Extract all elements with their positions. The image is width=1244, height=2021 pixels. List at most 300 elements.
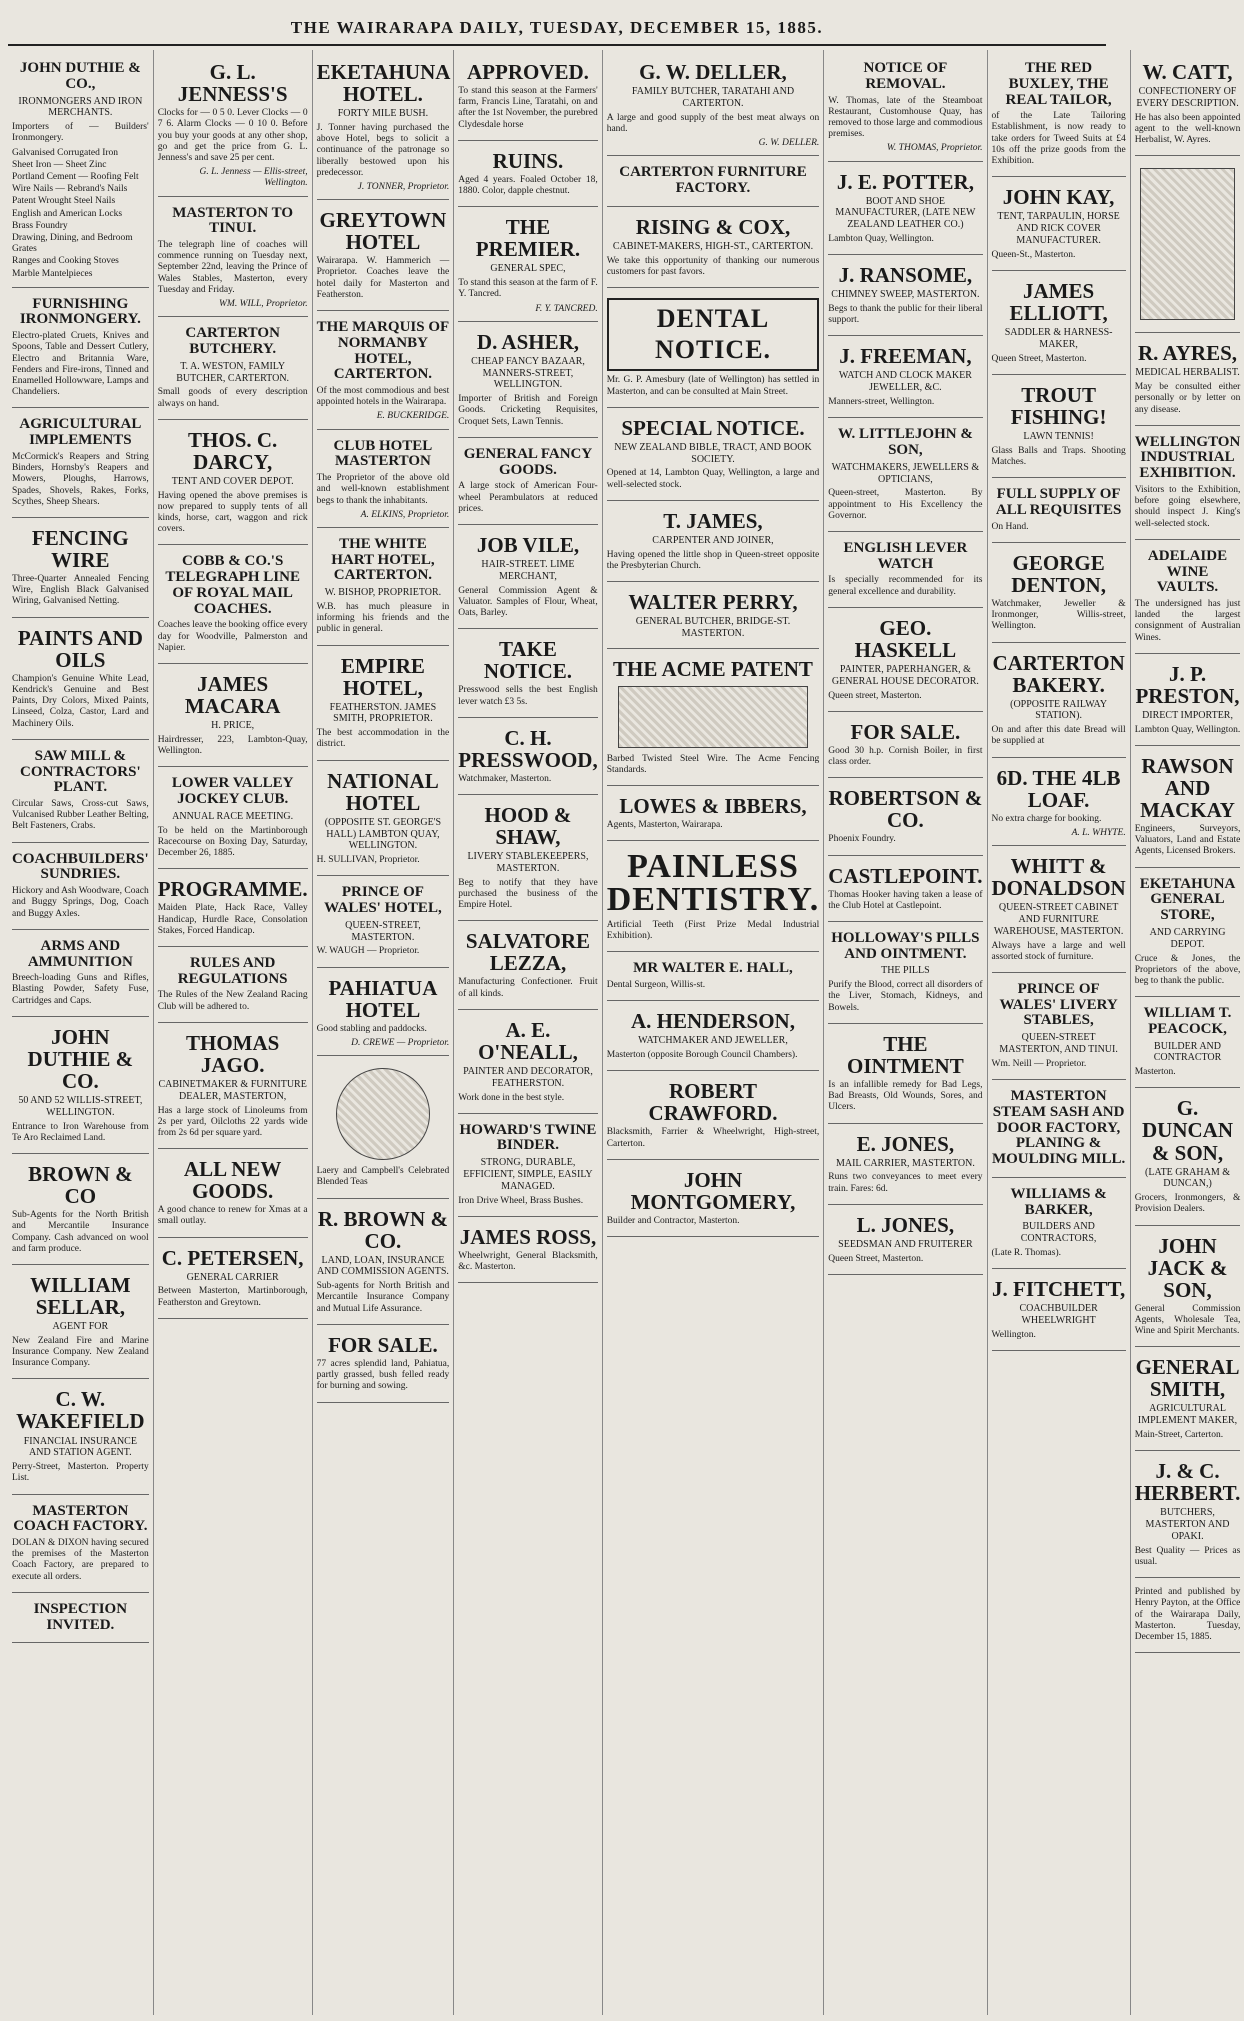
- advertisement: [1135, 1451, 1241, 1578]
- ad-subheading: BOOT AND SHOE MANUFACTURER, (LATE NEW ZEALAND LEATHER CO.): [835, 195, 976, 231]
- list-item: English and American Locks: [12, 208, 123, 219]
- ad-heading: HOLLOWAY'S PILLS AND OINTMENT.: [831, 929, 980, 962]
- advertisement: [158, 197, 308, 318]
- advertisement: [158, 767, 308, 869]
- ad-subheading: WATCHMAKER AND JEWELLER,: [638, 1035, 788, 1047]
- ad-subheading: TENT AND COVER DEPOT.: [171, 475, 294, 487]
- ad-heading: DENTAL NOTICE.: [607, 298, 820, 371]
- column-7: [988, 50, 1131, 2015]
- ad-body: W. WAUGH — Proprietor.: [316, 946, 420, 957]
- ad-body: Is an infallible remedy for Bad Legs, Bad Breasts, Old Wounds, Sores, and Ulcers.: [828, 1079, 983, 1113]
- advertisement: [458, 52, 597, 141]
- advertisement: [828, 336, 982, 418]
- ad-heading: T. JAMES,: [663, 508, 763, 533]
- ad-heading: L. JONES,: [856, 1212, 955, 1237]
- ad-subheading: QUEEN-STREET, MASTERTON.: [345, 919, 421, 943]
- advertisement: [317, 876, 450, 967]
- advertisement: [458, 1114, 597, 1217]
- list-item: Brass Foundry: [12, 220, 68, 231]
- advertisement: [158, 947, 308, 1023]
- ad-subheading: QUEEN-STREET MASTERTON, AND TINUI.: [999, 1032, 1118, 1056]
- advertisement: [458, 525, 597, 629]
- ad-body: Printed and published by Henry Payton, at the Office of the Wairarapa Daily, Masterton. Tuesday, December 15, 1885.: [1134, 1587, 1241, 1642]
- ad-subheading: (LATE GRAHAM & DUNCAN,): [1145, 1166, 1231, 1190]
- advertisement: [317, 200, 450, 311]
- advertisement: [992, 643, 1126, 758]
- ad-heading: J. FREEMAN,: [839, 344, 972, 369]
- ad-heading: W. CATT,: [1142, 60, 1233, 84]
- ad-body: Hairdresser, 223, Lambton-Quay, Wellington.: [157, 734, 308, 757]
- column-8: [1131, 50, 1244, 2015]
- ad-body: Having opened the above premises is now prepared to supply tents of all kinds, horse, cart, waggon and rick covers.: [157, 490, 308, 535]
- ad-subheading: 50 AND 52 WILLIS-STREET, WELLINGTON.: [18, 1095, 143, 1118]
- ad-body: A large stock of American Four-wheel Perambulators at reduced prices.: [458, 481, 598, 514]
- ad-subheading: BUILDERS AND CONTRACTORS,: [1020, 1221, 1097, 1245]
- ad-body: Queen street, Masterton.: [828, 690, 922, 701]
- ad-heading: RAWSON AND MACKAY: [1140, 753, 1235, 823]
- ad-heading: A. HENDERSON,: [631, 1009, 795, 1034]
- advertisement: [158, 1023, 308, 1149]
- advertisement: [1135, 1578, 1241, 1653]
- advertisement: [992, 1178, 1126, 1269]
- advertisement: [828, 1024, 982, 1124]
- advertisement: [828, 922, 982, 1024]
- ad-heading: COACHBUILDERS' SUNDRIES.: [12, 850, 149, 883]
- advertisement: [607, 408, 820, 501]
- ad-heading: J. FITCHETT,: [992, 1277, 1126, 1302]
- ad-heading: JOHN JACK & SON,: [1147, 1233, 1228, 1302]
- ad-heading: ENGLISH LEVER WATCH: [843, 539, 968, 572]
- ad-body: Agents, Masterton, Wairarapa.: [606, 820, 723, 831]
- ad-signature: W. THOMAS, Proprietor.: [886, 143, 983, 154]
- ad-heading: MASTERTON TO TINUI.: [172, 204, 294, 237]
- advertisement: [1135, 746, 1241, 868]
- ad-subheading: FINANCIAL INSURANCE AND STATION AGENT.: [23, 1435, 137, 1459]
- advertisement: [607, 1160, 820, 1237]
- ad-item-list: [12, 148, 149, 280]
- ad-heading: W. LITTLEJOHN & SON,: [837, 426, 973, 458]
- ad-body: To be held on the Martinborough Racecourse on Boxing Day, Saturday, December 26, 1885.: [157, 825, 308, 859]
- ad-heading: THE WHITE HART HOTEL, CARTERTON.: [331, 535, 435, 584]
- advertisement: [992, 375, 1126, 478]
- ad-body: Maiden Plate, Hack Race, Valley Handicap, Hurdle Race, Consolation Stakes, Forced Handicap.: [157, 903, 308, 936]
- ad-heading: GEO. HASKELL: [854, 615, 957, 662]
- list-item: Portland Cement — Roofing Felt: [12, 171, 139, 182]
- ad-heading: APPROVED.: [467, 60, 589, 84]
- ad-heading: TROUT FISHING!: [1010, 382, 1107, 429]
- advertisement: [317, 52, 450, 200]
- ad-heading: SALVATORE LEZZA,: [465, 929, 591, 976]
- ad-body: The telegraph line of coaches will commence running on Tuesday next, September 22nd, leaving the Prince of Wales Stables, Masterton, every Tuesday and Friday.: [157, 240, 308, 295]
- advertisement: [158, 420, 308, 546]
- advertisement: [1135, 156, 1241, 333]
- ad-signature: E. BUCKERIDGE.: [376, 411, 450, 422]
- ad-body: He has also been appointed agent to the well-known Herbalist, W. Ayres.: [1134, 112, 1241, 146]
- ad-heading: WELLINGTON INDUSTRIAL EXHIBITION.: [1134, 433, 1241, 482]
- ad-heading: JOHN KAY,: [1002, 185, 1115, 210]
- advertisement: [1135, 333, 1241, 425]
- ad-subheading: LAND, LOAN, INSURANCE AND COMMISSION AGENTS.: [316, 1254, 449, 1278]
- advertisement: [158, 1149, 308, 1238]
- ad-body: A good chance to renew for Xmas at a small outlay.: [157, 1205, 308, 1227]
- ad-heading: RULES AND REGULATIONS: [177, 954, 288, 987]
- advertisement: [458, 322, 597, 438]
- ad-subheading: AGENT FOR: [52, 1321, 109, 1332]
- ad-body: Aged 4 years. Foaled October 18, 1880. Color, dapple chestnut.: [458, 174, 598, 197]
- ad-body: Runs two conveyances to meet every train. Fares: 6d.: [828, 1172, 983, 1194]
- ad-signature: G. L. Jenness — Ellis-street, Wellington.: [199, 167, 308, 189]
- ad-heading: C. H. PRESSWOOD,: [458, 725, 598, 772]
- ad-body: Manufacturing Confectioner. Fruit of all kinds.: [458, 977, 598, 999]
- ad-heading: MR WALTER E. HALL,: [633, 960, 793, 977]
- advertisement: [12, 618, 149, 740]
- ad-subheading: MAIL CARRIER, MASTERTON.: [835, 1157, 975, 1169]
- ad-heading: THOMAS JAGO.: [185, 1030, 280, 1077]
- advertisement: [317, 1325, 450, 1403]
- ad-heading: ARMS AND AMMUNITION: [27, 937, 133, 970]
- ad-heading: J. E. POTTER,: [836, 169, 974, 194]
- ad-body: Always have a large and well assorted stock of furniture.: [991, 940, 1126, 962]
- ad-heading: LOWES & IBBERS,: [619, 794, 807, 819]
- advertisement: [12, 930, 149, 1017]
- ad-heading: THE RED BUXLEY, THE REAL TAILOR,: [1005, 60, 1112, 108]
- ad-heading: INSPECTION INVITED.: [33, 1600, 128, 1633]
- ad-body: Thomas Hooker having taken a lease of the Club Hotel at Castlepoint.: [828, 889, 983, 911]
- advertisement: [1135, 654, 1241, 746]
- list-item: Ranges and Cooking Stoves: [12, 256, 119, 267]
- advertisement: [317, 1056, 450, 1198]
- advertisement: [992, 271, 1126, 375]
- ad-heading: JOHN DUTHIE & CO.: [27, 1024, 134, 1093]
- ad-subheading: TENT, TARPAULIN, HORSE AND RICK COVER MANUFACTURER.: [997, 211, 1120, 246]
- ad-heading: R. AYRES,: [1138, 341, 1238, 366]
- ad-heading: JOB VILE,: [476, 532, 580, 557]
- ad-subheading: GENERAL BUTCHER, BRIDGE-ST. MASTERTON.: [635, 616, 791, 639]
- ad-subheading: QUEEN-STREET CABINET AND FURNITURE WAREHOUSE, MASTERTON.: [993, 902, 1124, 937]
- advertisement: [992, 846, 1126, 973]
- ad-body: Of the most commodious and best appointed hotels in the Wairarapa.: [316, 386, 450, 408]
- masthead-rule: [8, 44, 1106, 46]
- advertisement: [828, 418, 982, 532]
- ad-heading: MASTERTON STEAM SASH AND DOOR FACTORY, PLANING & MOULDING MILL.: [991, 1088, 1126, 1168]
- ad-heading: PAINTS AND OILS: [17, 625, 143, 672]
- ad-signature: A. ELKINS, Proprietor.: [360, 509, 450, 520]
- ad-heading: WILLIAM T. PEACOCK,: [1143, 1005, 1232, 1037]
- column-6: [824, 50, 987, 2015]
- ad-subheading: FEATHERSTON. JAMES SMITH, PROPRIETOR.: [329, 701, 437, 725]
- ad-signature: D. CREWE — Proprietor.: [351, 1037, 450, 1048]
- advertisement: [828, 778, 982, 855]
- ad-subheading: LAWN TENNIS!: [1023, 430, 1094, 442]
- ad-heading: D. ASHER,: [476, 329, 580, 354]
- ad-body: On and after this date Bread will be supplied at: [991, 725, 1126, 747]
- ad-heading: J. & C. HERBERT.: [1134, 1459, 1241, 1506]
- advertisement: [458, 207, 597, 322]
- advertisement: [828, 1124, 982, 1205]
- ad-body: Engineers, Surveyors, Valuators, Land and Estate Agents, Licensed Brokers.: [1134, 824, 1241, 857]
- ad-body: General Commission Agents, Wholesale Tea, Wine and Spirit Merchants.: [1134, 1303, 1241, 1337]
- ad-body: Lambton Quay, Wellington.: [828, 233, 934, 244]
- advertisement: [12, 843, 149, 930]
- ad-heading: A. E. O'NEALL,: [478, 1017, 578, 1064]
- advertisement: [1135, 52, 1241, 156]
- ad-heading: R. BROWN & CO.: [317, 1206, 448, 1253]
- advertisement: [12, 408, 149, 518]
- ad-heading: JAMES ROSS,: [459, 1224, 597, 1249]
- ad-body: Three-Quarter Annealed Fencing Wire, English Black Galvanised Wiring, Galvanised Netting.: [12, 574, 149, 607]
- ad-body: A large and good supply of the best meat always on hand.: [606, 112, 820, 134]
- list-item: Patent Wrought Steel Nails: [12, 196, 116, 207]
- ad-body: The Rules of the New Zealand Racing Club will be adhered to.: [157, 990, 308, 1012]
- ad-body: Main-Street, Carterton.: [1134, 1430, 1224, 1440]
- ad-subheading: NEW ZEALAND BIBLE, TRACT, AND BOOK SOCIETY.: [614, 441, 812, 465]
- ad-body: Hickory and Ash Woodware, Coach and Buggy Springs, Dog, Coach and Buggy Axles.: [12, 886, 149, 919]
- advertisement: [607, 156, 820, 207]
- ad-heading: EMPIRE HOTEL,: [340, 653, 425, 700]
- advertisement: [458, 1010, 597, 1114]
- ad-body: Beg to notify that they have purchased the business of the Empire Hotel.: [458, 877, 598, 911]
- ad-body: To stand this season at the Farmers' farm, Francis Line, Taratahi, on and after the 1st November, the purebred Clydesdale horse: [458, 86, 598, 130]
- list-item: Marble Mantelpieces: [12, 268, 93, 279]
- ad-body: W.B. has much pleasure in informing his friends and the public in general.: [316, 601, 450, 635]
- ad-subheading: MEDICAL HERBALIST.: [1135, 367, 1240, 379]
- ad-body: General Commission Agent & Valuator. Samples of Flour, Wheat, Oats, Barley.: [458, 585, 598, 619]
- ad-heading: 6D. THE 4LB LOAF.: [996, 765, 1121, 812]
- ad-heading: THE ACME PATENT: [613, 656, 813, 681]
- advertisement: [158, 52, 308, 197]
- ad-heading: CASTLEPOINT.: [828, 863, 983, 888]
- ad-body: Wairarapa. W. Hammerich — Proprietor. Coaches leave the hotel daily for Masterton and Featherston.: [316, 256, 450, 300]
- ad-heading: PAINLESS DENTISTRY.: [606, 848, 820, 918]
- ad-subheading: COACHBUILDER WHEELWRIGHT: [1019, 1303, 1098, 1326]
- ad-body: Grocers, Ironmongers, & Provision Dealers.: [1134, 1193, 1241, 1215]
- list-item: Sheet Iron — Sheet Zinc: [12, 159, 107, 170]
- ad-heading: WALTER PERRY,: [628, 590, 798, 615]
- ad-body: Watchmaker, Masterton.: [458, 773, 552, 784]
- ad-body: Coaches leave the booking office every day for Woodville, Palmerston and Napier.: [157, 620, 308, 653]
- ad-subheading: THE PILLS: [881, 965, 930, 977]
- ad-subheading: CONFECTIONERY OF EVERY DESCRIPTION.: [1136, 86, 1239, 109]
- advertisement: [458, 438, 597, 525]
- advertisement: [458, 141, 597, 207]
- ad-body: Is specially recommended for its general excellence and durability.: [828, 575, 983, 597]
- ad-subheading: ANNUAL RACE MEETING.: [172, 810, 294, 822]
- ad-heading: C. W. WAKEFIELD: [16, 1387, 145, 1434]
- ad-body: Phoenix Foundry.: [828, 834, 896, 845]
- ad-body: Watchmaker, Jeweller & Ironmonger, Willis-street, Wellington.: [991, 598, 1126, 632]
- ad-body: Manners-street, Wellington.: [828, 397, 935, 408]
- ad-heading: ALL NEW GOODS.: [183, 1157, 282, 1204]
- ad-heading: THOS. C. DARCY,: [188, 427, 278, 474]
- advertisement: [12, 518, 149, 618]
- ad-heading: E. JONES,: [856, 1131, 955, 1156]
- advertisement: [607, 952, 820, 1001]
- ad-body: Barbed Twisted Steel Wire. The Acme Fencing Standards.: [606, 753, 820, 775]
- ad-body: Cruce & Jones, the Proprietors of the above, beg to thank the public.: [1134, 953, 1241, 986]
- ad-subheading: AND CARRYING DEPOT.: [1149, 926, 1226, 950]
- ad-signature: A. L. WHYTE.: [1071, 827, 1126, 838]
- ad-subheading: (OPPOSITE ST. GEORGE'S HALL) LAMBTON QUAY, WELLINGTON.: [324, 816, 442, 852]
- ad-body: Circular Saws, Cross-cut Saws, Vulcanised Rubber Leather Belting, Belt Fasteners, Crabs.: [12, 799, 149, 832]
- ad-signature: WM. WILL, Proprietor.: [219, 299, 308, 310]
- ad-heading: MASTERTON COACH FACTORY.: [13, 1502, 148, 1535]
- ad-heading: GEORGE DENTON,: [1011, 550, 1106, 597]
- ad-subheading: SEEDSMAN AND FRUITERER: [838, 1238, 973, 1250]
- ad-body: On Hand.: [991, 521, 1029, 532]
- advertisement: [158, 664, 308, 767]
- ad-body: No extra charge for booking.: [991, 813, 1102, 824]
- advertisement: [12, 1379, 149, 1494]
- ad-subheading: CARPENTER AND JOINER,: [652, 534, 774, 546]
- ad-heading: CARTERTON FURNITURE FACTORY.: [619, 164, 807, 196]
- advertisement: [992, 52, 1126, 177]
- ad-heading: JAMES MACARA: [184, 672, 281, 719]
- ad-illustration: [1140, 168, 1235, 320]
- ad-illustration: [618, 686, 807, 748]
- ad-body: Sub-Agents for the North British and Mercantile Insurance Company. Cash advanced on wool and farm produce.: [12, 1210, 149, 1254]
- advertisement: [458, 1217, 597, 1283]
- ad-subheading: LIVERY STABLEKEEPERS, MASTERTON.: [467, 851, 589, 874]
- advertisement: [317, 528, 450, 646]
- ad-subheading: CHIMNEY SWEEP, MASTERTON.: [831, 289, 980, 301]
- advertisement: [992, 973, 1126, 1080]
- ad-heading: FURNISHING IRONMONGERY.: [19, 295, 141, 328]
- advertisement: [158, 545, 308, 664]
- ad-heading: WILLIAMS & BARKER,: [1010, 1185, 1107, 1218]
- ad-subheading: BUTCHERS, MASTERTON AND OPAKI.: [1145, 1507, 1230, 1542]
- ad-heading: THE PREMIER.: [475, 215, 581, 262]
- advertisement: [158, 317, 308, 420]
- advertisement: [607, 288, 820, 408]
- ad-subheading: DIRECT IMPORTER,: [1142, 709, 1233, 721]
- ad-body: Wm. Neill — Proprietor.: [991, 1058, 1087, 1069]
- ad-body: Queen Street, Masterton.: [991, 353, 1087, 364]
- ad-heading: FOR SALE.: [328, 1332, 438, 1357]
- ad-heading: PRINCE OF WALES' HOTEL,: [324, 884, 442, 917]
- ad-subheading: WATCHMAKERS, JEWELLERS & OPTICIANS,: [831, 461, 980, 485]
- advertisement: [1135, 426, 1241, 540]
- ad-body: Masterton.: [1134, 1067, 1176, 1078]
- ad-body: Having opened the little shop in Queen-street opposite the Presbyterian Church.: [606, 549, 820, 571]
- ad-subheading: CHEAP FANCY BAZAAR, MANNERS-STREET, WELLINGTON.: [471, 355, 585, 391]
- ad-heading: FENCING WIRE: [31, 525, 129, 573]
- ad-body: Small goods of every description always on hand.: [157, 387, 308, 409]
- ad-body: Begs to thank the public for their liberal support.: [828, 304, 983, 326]
- advertisement: [12, 1017, 149, 1154]
- masthead: THE WAIRARAPA DAILY, TUESDAY, DECEMBER 15, 1885.: [290, 18, 824, 37]
- ad-subheading: WATCH AND CLOCK MAKER JEWELLER, &C.: [838, 370, 972, 394]
- advertisement: [607, 1071, 820, 1160]
- list-item: Drawing, Dining, and Bedroom Grates: [12, 232, 133, 255]
- ad-subheading: CABINET-MAKERS, HIGH-ST., CARTERTON.: [612, 240, 814, 252]
- ad-heading: RUINS.: [492, 148, 564, 173]
- ad-body: Between Masterton, Martinborough, Featherston and Greytown.: [157, 1286, 308, 1308]
- ad-subheading: W. BISHOP, PROPRIETOR.: [324, 587, 442, 599]
- ad-subheading: FAMILY BUTCHER, TARATAHI AND CARTERTON.: [631, 86, 795, 109]
- ad-heading: ROBERTSON & CO.: [828, 786, 983, 833]
- ad-heading: CARTERTON BAKERY.: [992, 650, 1125, 697]
- ad-heading: LOWER VALLEY JOCKEY CLUB.: [171, 775, 294, 808]
- ad-subheading: (OPPOSITE RAILWAY STATION).: [1010, 698, 1108, 722]
- ad-body: 77 acres splendid land, Pahiatua, partly grassed, bush felled ready for burning and sowing.: [316, 1358, 450, 1392]
- advertisement: [12, 1593, 149, 1644]
- ad-body: Opened at 14, Lambton Quay, Wellington, a large and well-selected stock.: [606, 468, 820, 490]
- ad-body: May be consulted either personally or by letter on any disease.: [1134, 382, 1241, 415]
- advertisement: [992, 177, 1126, 271]
- ad-heading: PAHIATUA HOTEL: [328, 975, 438, 1022]
- ad-body: Queen-street, Masterton. By appointment to His Excellency the Governor.: [828, 488, 983, 521]
- ad-heading: GENERAL SMITH,: [1135, 1355, 1240, 1402]
- ad-body: Masterton (opposite Borough Council Chambers).: [606, 1050, 798, 1061]
- ad-heading: PRINCE OF WALES' LIVERY STABLES,: [999, 980, 1118, 1029]
- advertisement: [1135, 997, 1241, 1088]
- ad-body: Breech-loading Guns and Rifles, Blasting Powder, Safety Fuse, Cartridges and Caps.: [12, 973, 149, 1006]
- advertisement: [1135, 1226, 1241, 1348]
- advertisement: [828, 162, 982, 256]
- advertisement: [1135, 1088, 1241, 1225]
- ad-body: Blacksmith, Farrier & Wheelwright, High-street, Carterton.: [606, 1127, 820, 1149]
- ad-body: Laery and Campbell's Celebrated Blended Teas: [316, 1166, 450, 1188]
- advertisement: [828, 1205, 982, 1275]
- ad-body: Glass Balls and Traps. Shooting Matches.: [991, 445, 1126, 467]
- ad-heading: ADELAIDE WINE VAULTS.: [1147, 547, 1228, 596]
- ad-heading: EKETAHUNA GENERAL STORE,: [1139, 875, 1236, 924]
- ad-heading: HOWARD'S TWINE BINDER.: [459, 1121, 597, 1154]
- advertisement: [458, 921, 597, 1010]
- advertisement: [992, 543, 1126, 643]
- ad-heading: G. W. DELLER,: [639, 60, 787, 84]
- advertisement: [1135, 540, 1241, 654]
- ad-body: H. SULLIVAN, Proprietor.: [316, 855, 420, 866]
- ad-heading: COBB & CO.'S TELEGRAPH LINE OF ROYAL MAIL COACHES.: [165, 553, 300, 617]
- ad-subheading: H. PRICE,: [211, 720, 255, 732]
- ad-illustration: [336, 1068, 431, 1160]
- ad-subheading: AGRICULTURAL IMPLEMENT MAKER,: [1137, 1403, 1238, 1427]
- ad-heading: TAKE NOTICE.: [483, 637, 573, 684]
- advertisement: [607, 1001, 820, 1071]
- ad-signature: G. W. DELLER.: [758, 138, 820, 149]
- ad-body: Queen-St., Masterton.: [991, 249, 1076, 260]
- ad-heading: RISING & COX,: [635, 214, 791, 239]
- ad-body: W. Thomas, late of the Steamboat Restaurant, Customhouse Quay, has removed to those large and commodious premises.: [828, 95, 983, 140]
- ad-body: Sub-agents for North British and Mercantile Insurance Company and Mutual Life Assurance.: [316, 1281, 450, 1314]
- ad-heading: HOOD & SHAW,: [484, 803, 572, 850]
- ad-heading: FULL SUPPLY OF ALL REQUISITES: [995, 486, 1122, 518]
- advertisement: [828, 255, 982, 336]
- ad-body: New Zealand Fire and Marine Insurance Company. New Zealand Insurance Company.: [12, 1335, 149, 1369]
- ad-body: (Late R. Thomas).: [991, 1247, 1061, 1258]
- ad-heading: J. P. PRESTON,: [1135, 661, 1240, 708]
- advertisement: [317, 430, 450, 528]
- advertisement: [12, 1495, 149, 1593]
- advertisement: [607, 786, 820, 841]
- ad-body: Builder and Contractor, Masterton.: [606, 1215, 740, 1226]
- ad-body: We take this opportunity of thanking our numerous customers for past favors.: [606, 255, 820, 277]
- ad-body: Importers of — Builders' Ironmongery.: [12, 122, 149, 144]
- ad-body: Queen Street, Masterton.: [828, 1253, 924, 1264]
- ad-body: Good 30 h.p. Cornish Boiler, in first class order.: [828, 745, 983, 767]
- ad-heading: ROBERT CRAWFORD.: [648, 1079, 778, 1126]
- advertisement: [607, 207, 820, 288]
- advertisement: [458, 718, 597, 795]
- column-5: [603, 50, 825, 2015]
- advertisement: [828, 532, 982, 608]
- advertisement: [158, 869, 308, 947]
- ad-subheading: GENERAL CARRIER: [186, 1271, 279, 1283]
- ad-body: Purify the Blood, correct all disorders of the Liver, Stomach, Kidneys, and Bowels.: [828, 980, 983, 1013]
- columns: [8, 50, 1241, 2015]
- ad-body: Electro-plated Cruets, Knives and Spoons, Table and Dessert Cutlery, Electro and Britannia Ware, Fenders and Fire-irons, Tinned and Enamelled Hollowware, Lamps and Chandeliers.: [12, 331, 149, 398]
